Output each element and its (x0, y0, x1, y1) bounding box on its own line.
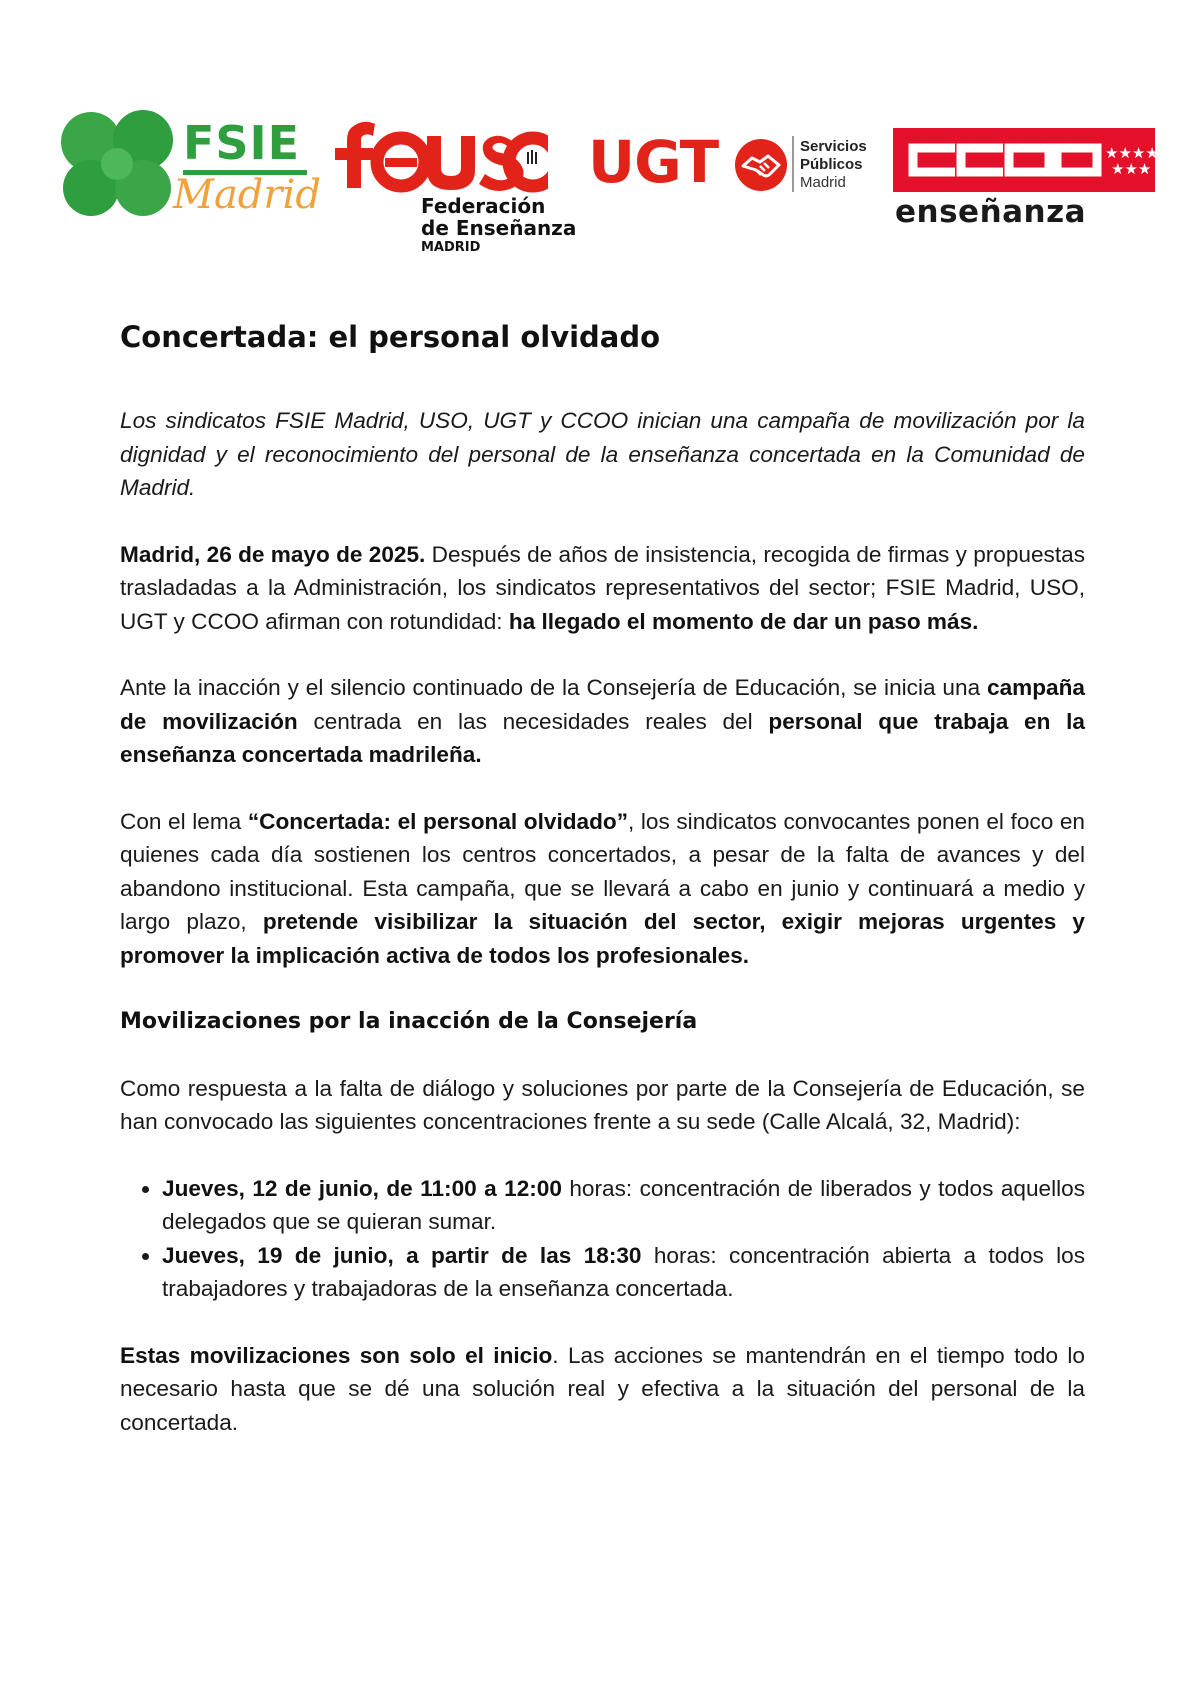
campaign-emphasis-1: campaña de movilización (120, 675, 1085, 734)
handshake-icon (734, 138, 788, 192)
event-datetime: Jueves, 19 de junio, a partir de las 18:30 (162, 1242, 642, 1268)
document-title: Concertada: el personal olvidado (120, 320, 661, 354)
feuso-wordmark-graphic (323, 118, 548, 193)
campaign-emphasis-2: personal que trabaja en la enseñanza concertada madrileña. (120, 708, 1085, 767)
four-leaf-clover-icon (55, 108, 180, 218)
ccoo-ensenanza: enseñanza (895, 194, 1087, 230)
fsie-wordmark: FSIE (183, 116, 301, 170)
slogan-quote: “Concertada: el personal olvidado” (247, 808, 628, 834)
feuso-madrid: MADRID (421, 240, 481, 255)
list-item (162, 1239, 1085, 1306)
intro-emphasis: ha llegado el momento de dar un paso más. (508, 608, 979, 634)
feuso-ensenanza: de Enseñanza (421, 216, 577, 240)
ccoo-wordmark-graphic (893, 128, 1155, 192)
ugt-sp-line2: Públicos (800, 156, 863, 173)
slogan-text-2: , los sindicatos convocantes ponen el foco en quienes cada día sostienen los centros concertados, a pesar de la falta de avances y del abandono institucional. Esta campaña, que se llevará a cabo en junio y continuará a medio y largo plazo, (120, 808, 1085, 934)
feuso-federacion: Federación (421, 194, 546, 218)
paragraph-convocatoria: Como respuesta a la falta de diálogo y soluciones por parte de la Consejería de Educación, se han convocado las siguientes concentraciones frente a su sede (Calle Alcalá, 32, Madrid): (120, 1075, 1085, 1134)
dateline: Madrid, 26 de mayo de 2025. (120, 541, 426, 567)
paragraph-slogan (120, 805, 1085, 973)
ugt-wordmark: UGT (588, 128, 719, 196)
event-description: horas: concentración abierta a todos los trabajadores y trabajadoras de la enseñanza concertada. (162, 1242, 1085, 1301)
ugt-servicios-text (800, 138, 867, 192)
section-heading: Movilizaciones por la inacción de la Consejería (120, 1009, 698, 1034)
slogan-emphasis: pretende visibilizar la situación del sector, exigir mejoras urgentes y promover la implicación activa de todos los profesionales. (120, 909, 1085, 968)
document-body (120, 318, 1085, 1439)
fsie-city: Madrid (173, 172, 321, 218)
event-datetime: Jueves, 12 de junio, de 11:00 a 12:00 (162, 1175, 562, 1201)
campaign-text-2: centrada en las necesidades reales del (297, 708, 769, 734)
ugt-servicios-publicos-logo (588, 130, 888, 200)
closing-emphasis: Estas movilizaciones son solo el inicio (120, 1342, 553, 1368)
union-logos-header (0, 0, 1200, 270)
campaign-text-1: Ante la inacción y el silencio continuado de la Consejería de Educación, se inicia una (120, 675, 988, 700)
list-item (162, 1172, 1085, 1239)
closing-text: . Las acciones se mantendrán en el tiempo todo lo necesario hasta que se dé una solución real y efectiva a la situación del personal de la concertada. (120, 1342, 1085, 1435)
ugt-sp-line1: Servicios (800, 138, 867, 155)
paragraph-campaign (120, 671, 1085, 772)
event-description: horas: concentración de liberados y todos aquellos delegados que se quieran sumar. (162, 1175, 1085, 1234)
fsie-madrid-logo (55, 108, 325, 228)
madrid-stars-icon (1105, 144, 1155, 178)
slogan-text-1: Con el lema (120, 808, 248, 834)
paragraph-intro (120, 538, 1085, 639)
svg-text:★★★★: ★★★★ (1105, 144, 1155, 162)
svg-text:★★★: ★★★ (1111, 160, 1152, 178)
lead-paragraph: Los sindicatos FSIE Madrid, USO, UGT y CCOO inician una campaña de movilización por la dignidad y el reconocimiento del personal de la enseñanza concertada en la Comunidad de Madrid. (120, 408, 1085, 500)
ugt-sp-line3: Madrid (800, 174, 846, 191)
paragraph-closing (120, 1339, 1085, 1440)
feuso-madrid-logo (345, 118, 577, 258)
events-list (120, 1172, 1085, 1306)
ccoo-ensenanza-logo (893, 128, 1155, 228)
ccoo-red-banner (893, 128, 1155, 192)
ugt-separator (792, 136, 794, 192)
intro-text: Después de años de insistencia, recogida de firmas y propuestas trasladadas a la Administración, los sindicatos representativos del sector; FSIE Madrid, USO, UGT y CCOO afirman con rotundidad: (120, 541, 1085, 634)
